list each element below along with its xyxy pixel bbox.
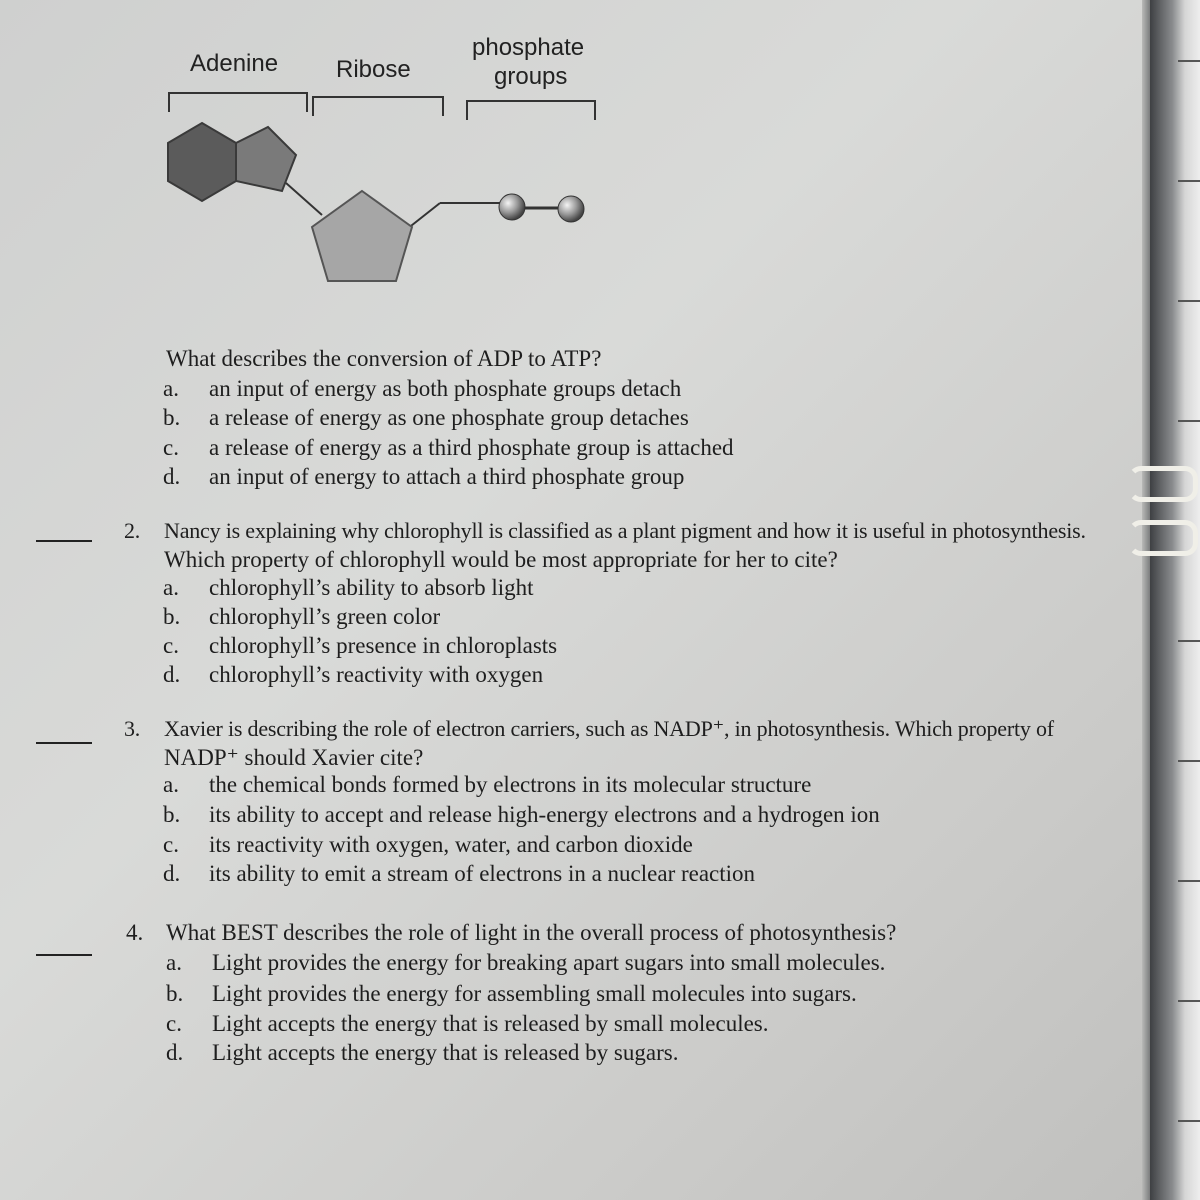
ribose-bracket bbox=[312, 96, 444, 116]
binder-tick bbox=[1178, 1000, 1200, 1002]
question-4-option-d[interactable]: d. Light accepts the energy that is released by sugars. bbox=[166, 1040, 679, 1065]
question-3-answer-blank[interactable] bbox=[36, 742, 92, 744]
question-4-option-b[interactable]: b. Light provides the energy for assembling small molecules into sugars. bbox=[166, 981, 857, 1006]
question-1-option-a[interactable]: a. an input of energy as both phosphate groups detach bbox=[163, 376, 682, 401]
binder-ring-top bbox=[1128, 466, 1198, 502]
question-1-option-d[interactable]: d. an input of energy to attach a third phosphate group bbox=[163, 464, 685, 489]
question-2-option-d[interactable]: d. chlorophyll’s reactivity with oxygen bbox=[163, 662, 544, 687]
question-1-option-c[interactable]: c. a release of energy as a third phosphate group is attached bbox=[163, 435, 734, 460]
binder-tick bbox=[1178, 180, 1200, 182]
adp-molecule-drawing bbox=[150, 115, 610, 295]
question-2-option-a[interactable]: a. chlorophyll’s ability to absorb light bbox=[163, 575, 534, 600]
question-3-option-d[interactable]: d. its ability to emit a stream of electrons in a nuclear reaction bbox=[163, 861, 756, 886]
question-3-option-a[interactable]: a. the chemical bonds formed by electrons in its molecular structure bbox=[163, 772, 812, 797]
binder-tick bbox=[1178, 300, 1200, 302]
question-2-stem-line1: 2. Nancy is explaining why chlorophyll is classified as a plant pigment and how it is useful in photosynthesis. bbox=[124, 518, 1086, 543]
question-2-answer-blank[interactable] bbox=[36, 540, 92, 542]
question-4-option-a[interactable]: a. Light provides the energy for breaking apart sugars into small molecules. bbox=[166, 950, 886, 975]
question-2-option-b[interactable]: b. chlorophyll’s green color bbox=[163, 604, 441, 629]
phosphate-label-line1: phosphate bbox=[472, 34, 585, 61]
adenine-pentagon bbox=[236, 127, 296, 191]
binder-tick bbox=[1178, 760, 1200, 762]
binder-tick bbox=[1178, 640, 1200, 642]
question-4-option-c[interactable]: c. Light accepts the energy that is released by small molecules. bbox=[166, 1011, 769, 1036]
question-3-number: 3. bbox=[124, 716, 141, 741]
question-4-stem: 4. What BEST describes the role of light in the overall process of photosynthesis? bbox=[126, 920, 897, 945]
adenine-label: Adenine bbox=[190, 50, 279, 77]
phosphate-label-line2: groups bbox=[494, 63, 568, 90]
phosphate-ball-2 bbox=[558, 196, 584, 222]
adenine-bracket bbox=[168, 92, 308, 112]
binder-ring-bottom bbox=[1128, 520, 1198, 556]
question-3-stem-line2: NADP⁺ should Xavier cite? bbox=[164, 745, 424, 770]
question-3-stem-line1: 3. Xavier is describing the role of electron carriers, such as NADP⁺, in photosynthesis. Which property of bbox=[124, 716, 1054, 741]
question-4-number: 4. bbox=[126, 920, 144, 945]
question-3-option-c[interactable]: c. its reactivity with oxygen, water, and carbon dioxide bbox=[163, 832, 693, 857]
adenine-hexagon bbox=[168, 123, 236, 201]
binder-tick bbox=[1178, 420, 1200, 422]
ribose-label: Ribose bbox=[336, 56, 411, 83]
binder-tick bbox=[1178, 1120, 1200, 1122]
question-4-answer-blank[interactable] bbox=[36, 954, 92, 956]
binder-tick bbox=[1178, 880, 1200, 882]
ribose-pentagon bbox=[312, 191, 412, 281]
phosphate-ball-1 bbox=[499, 194, 525, 220]
question-2-stem-line2: Which property of chlorophyll would be most appropriate for her to cite? bbox=[164, 547, 838, 572]
binder-tick bbox=[1178, 60, 1200, 62]
question-3-option-b[interactable]: b. its ability to accept and release high-energy electrons and a hydrogen ion bbox=[163, 802, 880, 827]
question-1-option-b[interactable]: b. a release of energy as one phosphate group detaches bbox=[163, 405, 689, 430]
question-2-option-c[interactable]: c. chlorophyll’s presence in chloroplasts bbox=[163, 633, 558, 658]
question-1-stem: What describes the conversion of ADP to ATP? bbox=[166, 346, 602, 371]
question-2-number: 2. bbox=[124, 518, 141, 543]
